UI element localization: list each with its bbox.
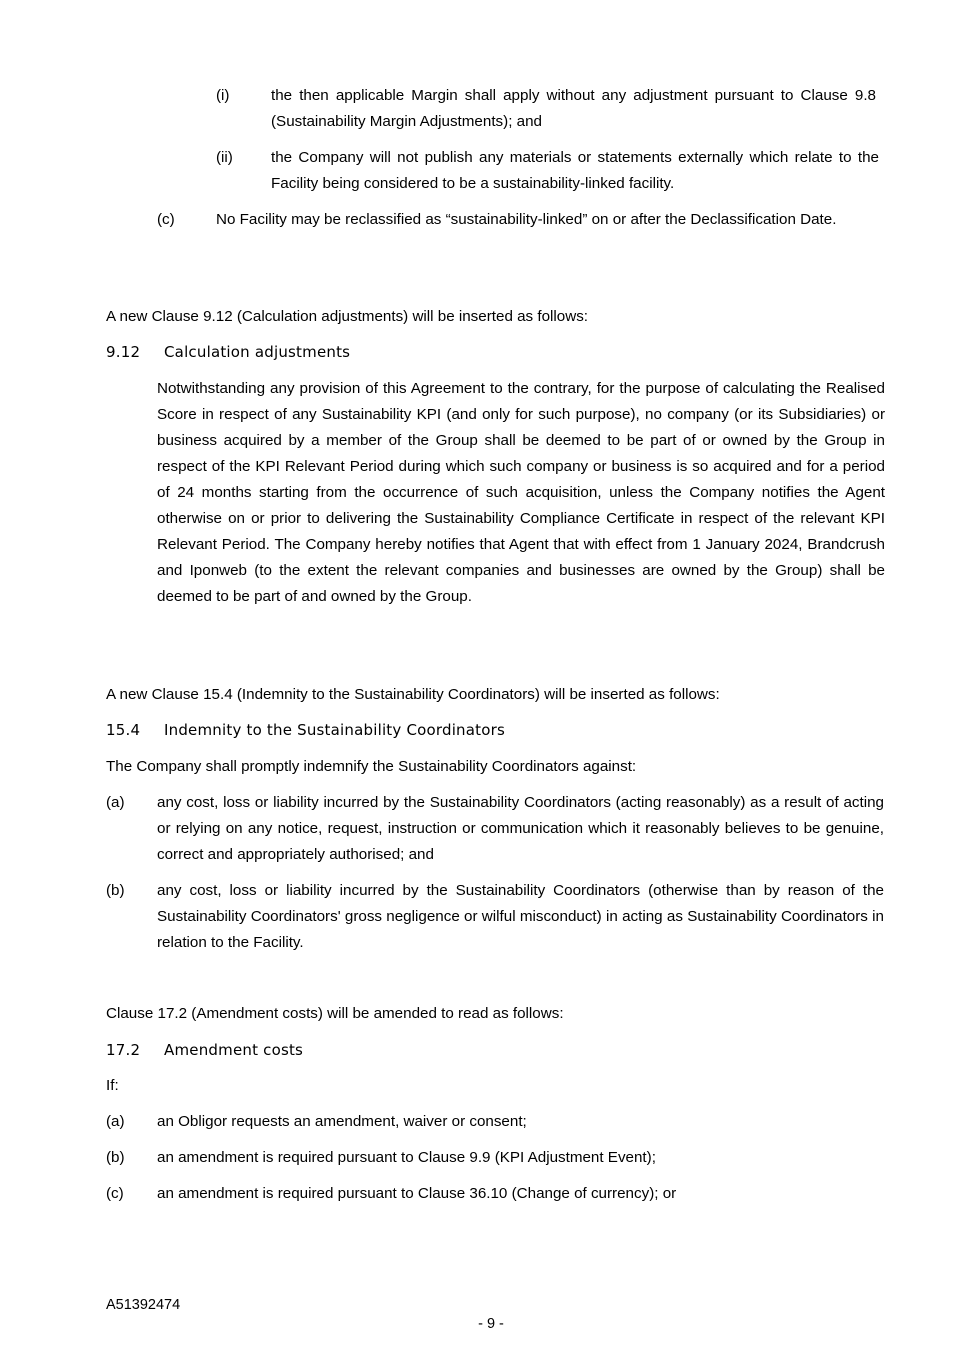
clause-912-intro: A new Clause 9.12 (Calculation adjustments) will be inserted as follows: (106, 308, 589, 325)
clause-912-body: Notwithstanding any provision of this Agreement to the contrary, for the purpose of calculating the Realised Score in respect of any Sustainability KPI (and only for such purpose), no company (or its Subsidiaries) or business acquired by a member of the Group shall be deemed to be part of or owned by the Group in respect of the KPI Relevant Period during which such company or business is so acquired and for a period of 24 months starting from the occurrence of such acquisition, unless the Company notifies the Agent otherwise on or prior to delivering the Sustainability Compliance Certificate in respect of the relevant KPI Relevant Period. The Company hereby notifies that Agent that with effect from 1 January 2024, Brandcrush and Iponweb (to the extent the relevant companies and businesses are owned by the Group) shall be deemed to be part of and owned by the Group. (157, 380, 885, 605)
clause-172-item-label-b: (b) (106, 1149, 125, 1166)
item-label-c: (c) (157, 211, 175, 228)
clause-912-title: Calculation adjustments (164, 343, 351, 361)
clause-172-item-text-b: an amendment is required pursuant to Clause 9.9 (KPI Adjustment Event); (157, 1149, 656, 1166)
clause-154-lead: The Company shall promptly indemnify the Sustainability Coordinators against: (106, 758, 637, 775)
page-number: - 9 - (478, 1316, 504, 1332)
clause-154-title: Indemnity to the Sustainability Coordinators (164, 721, 505, 739)
clause-154-intro: A new Clause 15.4 (Indemnity to the Sustainability Coordinators) will be inserted as follows: (106, 686, 720, 703)
clause-154-number: 15.4 (106, 721, 141, 739)
clause-154-item-text-b: any cost, loss or liability incurred by the Sustainability Coordinators (otherwise than by reason of the Sustainability Coordinators' gross negligence or wilful misconduct) in acting as Sustainability Coordinators in relation to the Facility. (157, 882, 884, 951)
item-text-ii: the Company will not publish any materials or statements externally which relate to the Facility being considered to be a sustainability-linked facility. (271, 149, 879, 192)
clause-172-item-text-a: an Obligor requests an amendment, waiver or consent; (157, 1113, 527, 1130)
item-text-c: No Facility may be reclassified as “sustainability-linked” on or after the Declassification Date. (216, 211, 837, 228)
clause-172-lead: If: (106, 1077, 119, 1094)
clause-172-item-label-a: (a) (106, 1113, 125, 1130)
clause-172-item-label-c: (c) (106, 1185, 124, 1202)
clause-172-item-text-c: an amendment is required pursuant to Clause 36.10 (Change of currency); or (157, 1185, 677, 1202)
clause-912-number: 9.12 (106, 343, 141, 361)
clause-172-title: Amendment costs (164, 1041, 304, 1059)
clause-154-item-text-a: any cost, loss or liability incurred by the Sustainability Coordinators (acting reasonably) as a result of acting or relying on any notice, request, instruction or communication which it reasonably believes to be genuine, correct and appropriately authorised; and (157, 794, 884, 863)
clause-154-item-label-a: (a) (106, 794, 125, 811)
item-label-ii: (ii) (216, 149, 233, 166)
clause-172-intro: Clause 17.2 (Amendment costs) will be amended to read as follows: (106, 1005, 564, 1022)
clause-172-number: 17.2 (106, 1041, 141, 1059)
clause-154-item-label-b: (b) (106, 882, 125, 899)
item-label-i: (i) (216, 87, 230, 104)
document-reference: A51392474 (106, 1297, 181, 1313)
item-text-i: the then applicable Margin shall apply without any adjustment pursuant to Clause 9.8 (Sustainability Margin Adjustments); and (271, 87, 876, 130)
